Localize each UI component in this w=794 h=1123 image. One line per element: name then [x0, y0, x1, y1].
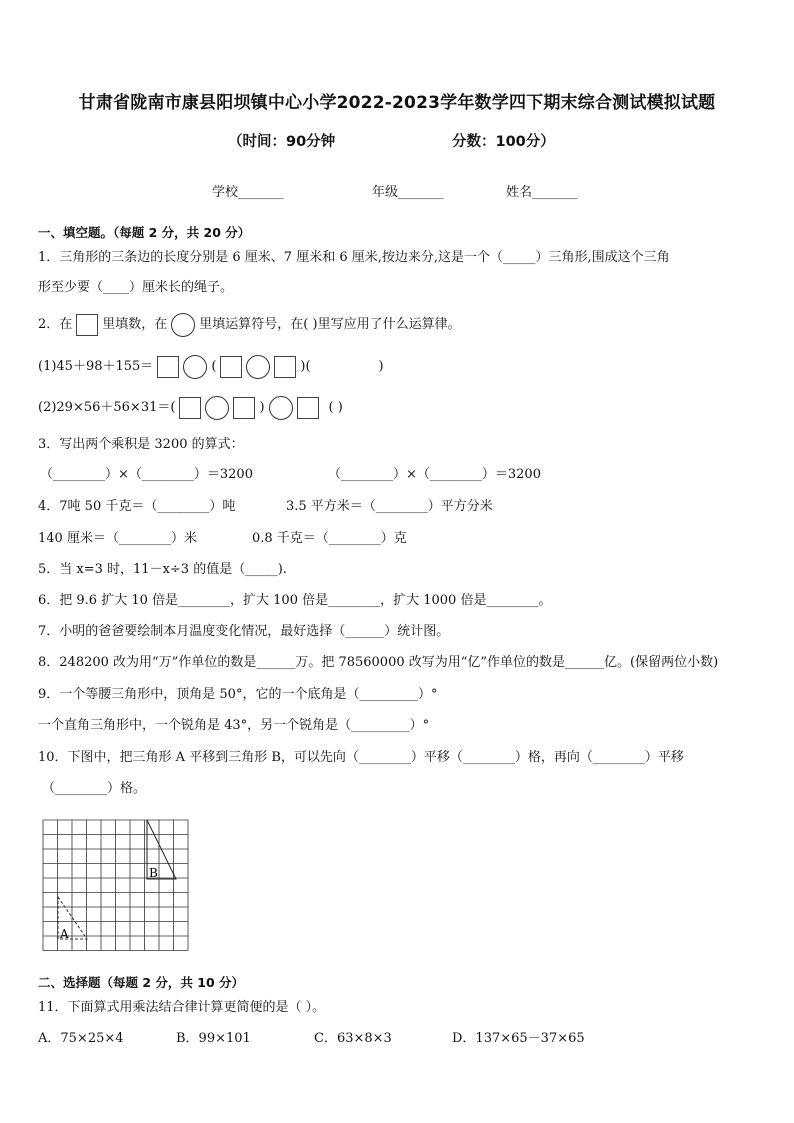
option-a[interactable]: A．75×25×4: [38, 1031, 124, 1046]
question-2-instruction: [38, 313, 461, 337]
question-8[interactable]: 8．248200 改为用“万”作单位的数是______万。把 78560000 改写为用“亿”作单位的数是______亿。(保留两位小数): [38, 655, 719, 670]
q2-2-mid: ): [259, 400, 265, 415]
answer-box[interactable]: [233, 397, 255, 419]
q2-2-law-blank[interactable]: ( ): [328, 400, 343, 415]
grade-field[interactable]: 年级_______: [372, 185, 444, 200]
question-10-line-2[interactable]: （________）格。: [42, 781, 147, 796]
section-2-heading: 二、选择题（每题 2 分，共 10 分）: [38, 975, 245, 990]
operator-circle[interactable]: [246, 355, 270, 379]
operator-circle[interactable]: [269, 396, 293, 420]
exam-time: （时间：90分钟: [228, 134, 336, 150]
question-9-a[interactable]: 9．一个等腰三角形中，顶角是 50°，它的一个底角是（_________）°: [38, 687, 438, 702]
question-2-text-b: 里填数，在: [102, 317, 168, 332]
exam-score: 分数：100分）: [452, 134, 555, 150]
question-1-line-1: 1．三角形的三条边的长度分别是 6 厘米、7 厘米和 6 厘米,按边来分,这是一个（_____）三角形,围成这个三角: [38, 250, 670, 265]
question-9-b[interactable]: 一个直角三角形中，一个锐角是 43°，另一个锐角是（_________）°: [38, 718, 430, 733]
operator-circle[interactable]: [171, 313, 195, 337]
answer-box[interactable]: [179, 397, 201, 419]
school-field[interactable]: 学校_______: [212, 185, 284, 200]
triangle-a-label: A: [60, 927, 69, 941]
question-7[interactable]: 7．小明的爸爸要绘制本月温度变化情况，最好选择（______）统计图。: [38, 624, 450, 639]
option-d[interactable]: D．137×65－37×65: [452, 1031, 585, 1046]
section-1-heading: 一、填空题。（每题 2 分，共 20 分）: [38, 225, 251, 240]
question-2-part-1: [38, 355, 384, 379]
answer-box[interactable]: [157, 356, 179, 378]
q2-1-paren-open: (: [211, 359, 217, 374]
q2-1-end: ): [378, 359, 384, 374]
question-2-part-2: [38, 396, 343, 420]
question-4-c[interactable]: 140 厘米＝（________）米: [38, 531, 197, 546]
q2-1-paren-close: )(: [300, 359, 311, 374]
answer-box[interactable]: [274, 356, 296, 378]
question-3-a[interactable]: （________）×（________）＝3200: [40, 467, 253, 482]
question-4-b[interactable]: 3.5 平方米＝（________）平方分米: [286, 499, 493, 514]
question-2-text-a: 2．在: [38, 317, 73, 332]
option-c[interactable]: C．63×8×3: [314, 1031, 392, 1046]
q2-2-expression: (2)29×56＋56×31＝(: [38, 400, 176, 415]
operator-circle[interactable]: [183, 355, 207, 379]
page-title: 甘肃省陇南市康县阳坝镇中心小学2022-2023学年数学四下期末综合测试模拟试题: [78, 93, 716, 113]
question-2-text-c: 里填运算符号，在( )里写应用了什么运算律。: [199, 317, 461, 332]
operator-circle[interactable]: [205, 396, 229, 420]
question-4-a[interactable]: 4．7吨 50 千克＝（________）吨: [38, 499, 236, 514]
question-4-d[interactable]: 0.8 千克＝（________）克: [252, 531, 407, 546]
question-3-b[interactable]: （________）×（________）＝3200: [328, 467, 541, 482]
question-5[interactable]: 5．当 x=3 时，11－x÷3 的值是（_____).: [38, 562, 287, 577]
name-field[interactable]: 姓名_______: [506, 185, 578, 200]
question-10-line-1[interactable]: 10．下图中，把三角形 A 平移到三角形 B，可以先向（________）平移（________）格，再向（________）平移: [38, 750, 684, 765]
question-1-line-2: 形至少要（____）厘米长的绳子。: [38, 280, 234, 295]
answer-box[interactable]: [220, 356, 242, 378]
translation-grid-figure: [40, 817, 194, 959]
q2-1-expression: (1)45＋98＋155＝: [38, 359, 154, 374]
answer-box[interactable]: [297, 397, 319, 419]
question-11: 11．下面算式用乘法结合律计算更简便的是（ ）。: [38, 1000, 326, 1015]
answer-box[interactable]: [76, 314, 98, 336]
triangle-b-label: B: [149, 866, 158, 880]
question-6[interactable]: 6．把 9.6 扩大 10 倍是________，扩大 100 倍是________，扩大 1000 倍是________。: [38, 593, 552, 608]
option-b[interactable]: B．99×101: [176, 1031, 251, 1046]
question-3: 3．写出两个乘积是 3200 的算式：: [38, 437, 244, 452]
